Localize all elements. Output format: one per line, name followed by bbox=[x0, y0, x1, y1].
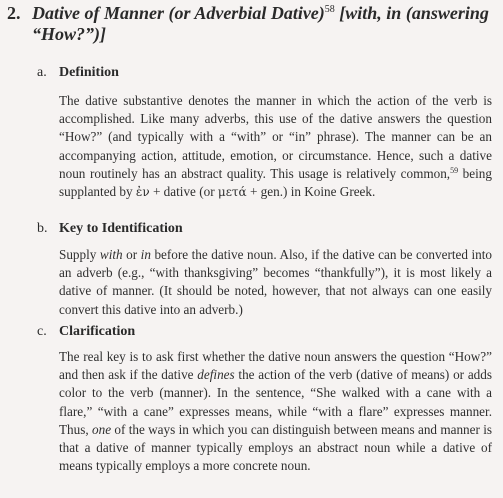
subheading-label: Clarification bbox=[59, 324, 136, 339]
footnote-ref-59[interactable]: 59 bbox=[450, 165, 459, 175]
section-number: 2. bbox=[7, 3, 21, 23]
clarification-paragraph bbox=[59, 348, 492, 475]
section-heading bbox=[7, 3, 497, 45]
emphasis: one bbox=[92, 421, 112, 437]
section-title-main: Dative of Manner (or Adverbial Dative) bbox=[32, 3, 325, 23]
subheading-key-to-identification bbox=[37, 220, 183, 237]
emphasis: in bbox=[140, 247, 151, 262]
emphasis: defines bbox=[197, 367, 235, 383]
clarification-text: The real key is to ask first whether the dative noun answers the question “How?” and then ask if the dative bbox=[59, 349, 492, 383]
subheading-label: Key to Identification bbox=[59, 221, 183, 236]
footnote-ref-58[interactable]: 58 bbox=[324, 4, 335, 15]
identification-text: Supply bbox=[59, 247, 100, 262]
section-title-rest: [with, in (answering “How?”)] bbox=[32, 3, 489, 44]
identification-text: before the dative noun. Also, if the dative can be converted into an adverb (e.g., “with thanksgiving” becomes “thankfully”), it is most likely a dative of manner. (It should be noted, however, that not always can one easily convert this dative into an adverb.) bbox=[59, 247, 492, 317]
subheading-letter: a. bbox=[37, 65, 47, 80]
definition-text: + dative (or bbox=[149, 184, 218, 200]
clarification-text: the action of the verb (dative of means) or adds color to the verb (manner). In the sentence, “She walked with a cane with a flare,” “with a cane” expresses means, while “with a flare” expresses manner. Thus, bbox=[59, 367, 492, 437]
definition-paragraph bbox=[59, 92, 492, 201]
greek-word: ἐν bbox=[135, 185, 150, 200]
subheading-clarification bbox=[37, 323, 135, 340]
subheading-definition bbox=[37, 64, 119, 81]
definition-text: being supplanted by bbox=[59, 165, 492, 200]
emphasis: with bbox=[99, 247, 123, 262]
identification-text: or bbox=[122, 247, 141, 262]
greek-word: μετά bbox=[217, 185, 247, 200]
definition-text: The dative substantive denotes the manner in which the action of the verb is accomplished. Like many adverbs, this use of the dative answers the question “How?” (and typically with a “with” or “in” phrase). The manner can be an accompanying action, attitude, emotion, or circumstance. Hence, such a dative noun routinely has an abstract quality. This usage is relatively common, bbox=[59, 93, 492, 181]
subheading-letter: c. bbox=[37, 324, 47, 339]
identification-paragraph bbox=[59, 246, 492, 319]
section-title bbox=[32, 3, 497, 45]
subheading-letter: b. bbox=[37, 221, 48, 236]
definition-text: + gen.) in Koine Greek. bbox=[246, 184, 376, 200]
clarification-text: of the ways in which you can distinguish between means and manner is that a dative of manner typically employs an abstract noun while a dative of means typically employs a more concrete noun. bbox=[59, 421, 493, 474]
subheading-label: Definition bbox=[59, 65, 119, 80]
